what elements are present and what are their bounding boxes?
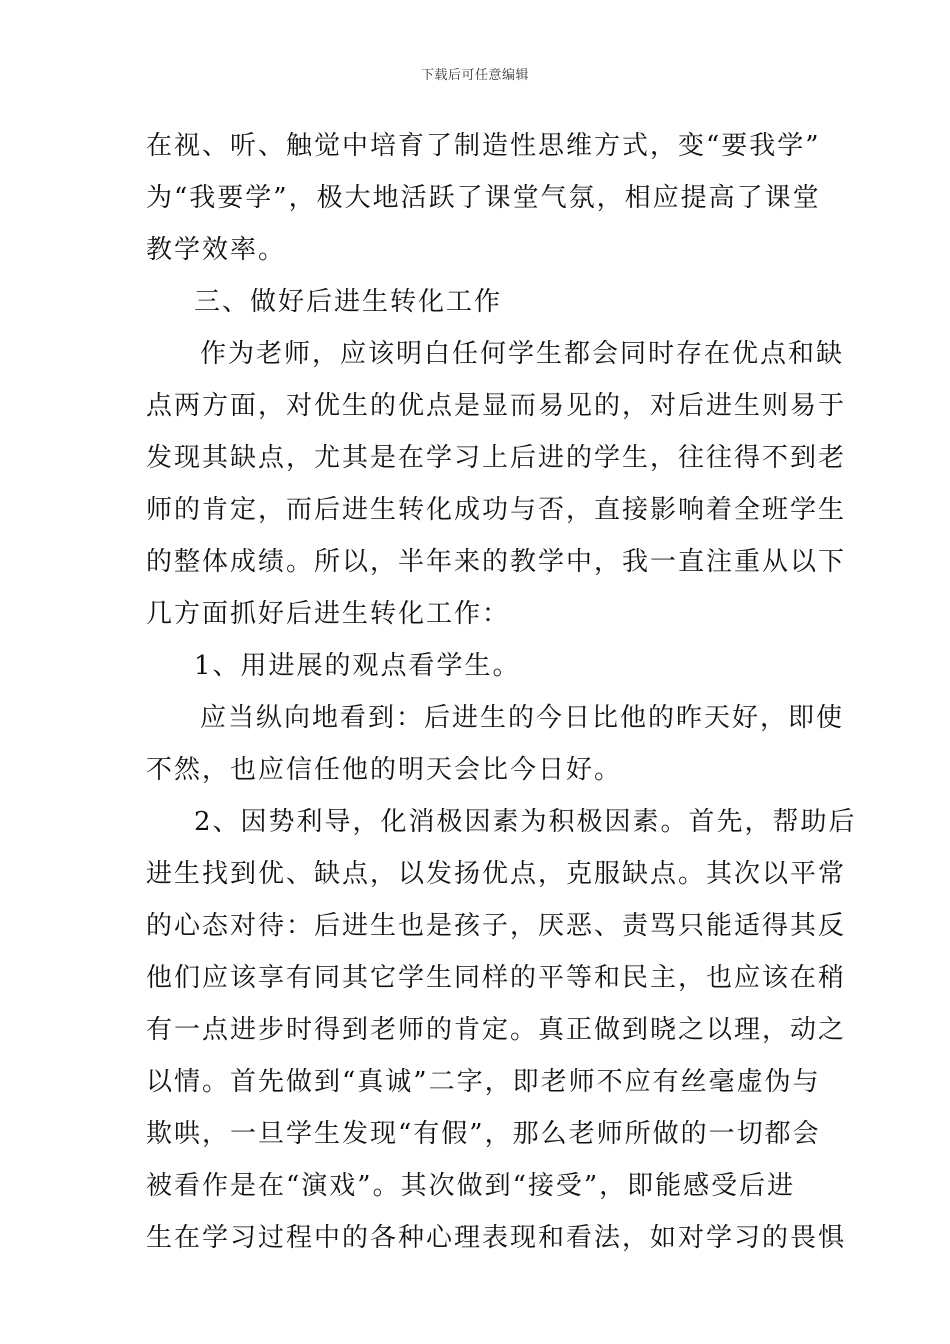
- section-heading: 三、做好后进生转化工作: [194, 287, 503, 317]
- text-line: 几方面抓好后进生转化工作：: [146, 599, 511, 629]
- text-line: 他们应该享有同其它学生同样的平等和民主，也应该在稍: [146, 963, 847, 993]
- text-line: 被看作是在“演戏”。其次做到“接受”，即能感受后进: [146, 1171, 796, 1201]
- text-line: 教学效率。: [146, 235, 287, 265]
- text-line: 有一点进步时得到老师的肯定。真正做到晓之以理，动之: [146, 1015, 847, 1045]
- text-line: 进生找到优、缺点，以发扬优点，克服缺点。其次以平常: [146, 859, 847, 889]
- text-line: 师的肯定，而后进生转化成功与否，直接影响着全班学生: [146, 495, 847, 525]
- text-line: 点两方面，对优生的优点是显而易见的，对后进生则易于: [146, 391, 847, 421]
- text-line: 不然，也应信任他的明天会比今日好。: [146, 755, 623, 785]
- document-body: [146, 120, 857, 1264]
- text-line: 的心态对待：后进生也是孩子，厌恶、责骂只能适得其反: [146, 911, 847, 941]
- text-line: 发现其缺点，尤其是在学习上后进的学生，往往得不到老: [146, 443, 847, 473]
- text-line: 的整体成绩。所以，半年来的教学中，我一直注重从以下: [146, 547, 847, 577]
- list-item-heading: 1、用进展的观点看学生。: [194, 651, 521, 681]
- text-line: 作为老师，应该明白任何学生都会同时存在优点和缺: [200, 339, 845, 369]
- text-line: 在视、听、触觉中培育了制造性思维方式，变“要我学”: [146, 131, 821, 161]
- text-line: 应当纵向地看到：后进生的今日比他的昨天好，即使: [200, 703, 845, 733]
- page-header: 下载后可任意编辑: [420, 68, 529, 83]
- text-line: 欺哄，一旦学生发现“有假”，那么老师所做的一切都会: [146, 1119, 821, 1149]
- text-line: 生在学习过程中的各种心理表现和看法，如对学习的畏惧: [146, 1223, 847, 1253]
- text-line: 为“我要学”，极大地活跃了课堂气氛，相应提高了课堂: [146, 183, 821, 213]
- list-item-heading: 2、因势利导，化消极因素为积极因素。首先，帮助后: [194, 807, 857, 837]
- text-line: 以情。首先做到“真诚”二字，即老师不应有丝毫虚伪与: [146, 1067, 821, 1097]
